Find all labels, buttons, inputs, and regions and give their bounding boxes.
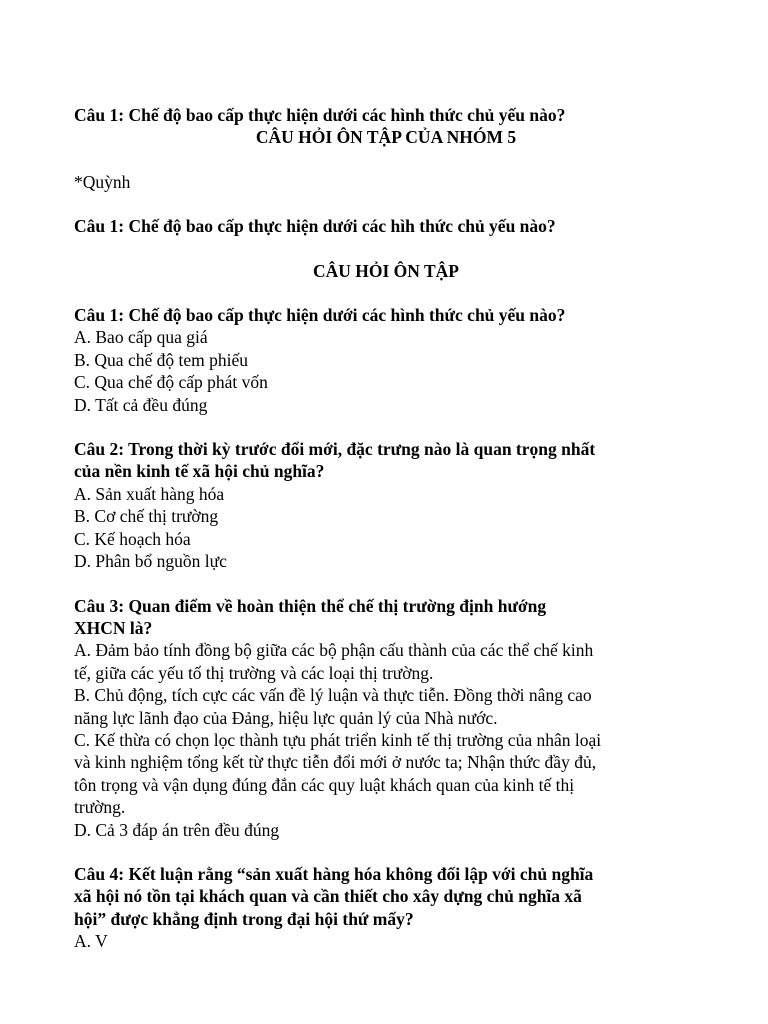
section-title: CÂU HỎI ÔN TẬP <box>312 260 459 281</box>
question-3-option-a-line-1: A. Đảm bảo tính đồng bộ giữa các bộ phận cấu thành của các thể chế kinh <box>74 640 594 661</box>
question-1-option-a: A. Bao cấp qua giá <box>74 327 208 348</box>
question-1-text: Câu 1: Chế độ bao cấp thực hiện dưới các hình thức chủ yếu nào? <box>74 305 566 326</box>
question-4-text-line-3: hội” được khẳng định trong đại hội thứ mấy? <box>74 908 414 929</box>
question-3-text-line-1: Câu 3: Quan điểm về hoàn thiện thể chế thị trường định hướng <box>74 595 547 616</box>
question-1-option-d: D. Tất cả đều đúng <box>74 394 208 415</box>
question-2-text-line-1: Câu 2: Trong thời kỳ trước đổi mới, đặc trưng nào là quan trọng nhất <box>74 439 596 460</box>
question-3-option-b-line-2: năng lực lãnh đạo của Đảng, hiệu lực quản lý của Nhà nước. <box>74 707 498 728</box>
author-name: *Quỳnh <box>74 171 131 192</box>
question-3-option-b-line-1: B. Chủ động, tích cực các vấn đề lý luận và thực tiễn. Đồng thời nâng cao <box>74 685 592 706</box>
question-3-option-d: D. Cả 3 đáp án trên đều đúng <box>74 819 280 840</box>
question-3-text-line-2: XHCN là? <box>74 617 153 638</box>
question-2 <box>74 438 698 572</box>
question-1 <box>74 304 698 416</box>
question-4 <box>74 863 698 953</box>
question-1-option-b: B. Qua chế độ tem phiếu <box>74 349 248 370</box>
author-question: Câu 1: Chế độ bao cấp thực hiện dưới các hìh thức chủ yếu nào? <box>74 216 556 237</box>
question-3-option-a-line-2: tế, giữa các yếu tố thị trường và các loại thị trường. <box>74 662 434 683</box>
question-4-text-line-2: xã hội nó tồn tại khách quan và cần thiết cho xây dựng chủ nghĩa xã <box>74 886 582 907</box>
question-2-option-b: B. Cơ chế thị trường <box>74 506 219 527</box>
question-2-option-c: C. Kế hoạch hóa <box>74 528 191 549</box>
question-4-text-line-1: Câu 4: Kết luận rằng “sản xuất hàng hóa không đối lập với chủ nghĩa <box>74 863 594 884</box>
question-1-option-c: C. Qua chế độ cấp phát vốn <box>74 372 268 393</box>
question-2-text-line-2: của nền kinh tế xã hội chủ nghĩa? <box>74 461 325 482</box>
question-3 <box>74 595 698 841</box>
document-page <box>74 104 698 953</box>
top-question: Câu 1: Chế độ bao cấp thực hiện dưới các hình thức chủ yếu nào? <box>74 105 566 125</box>
question-4-option-a: A. V <box>74 931 108 952</box>
question-3-option-c-line-3: tôn trọng và vận dụng đúng đắn các quy luật khách quan của kinh tế thị <box>74 774 575 795</box>
question-3-option-c-line-4: trường. <box>74 797 126 818</box>
question-3-option-c-line-2: và kinh nghiệm tổng kết từ thực tiễn đổi mới ở nước ta; Nhận thức đầy đủ, <box>74 752 597 773</box>
question-3-option-c-line-1: C. Kế thừa có chọn lọc thành tựu phát triển kinh tế thị trường của nhân loại <box>74 729 602 750</box>
question-2-option-a: A. Sản xuất hàng hóa <box>74 483 225 504</box>
group-title: CÂU HỎI ÔN TẬP CỦA NHÓM 5 <box>255 127 517 148</box>
question-2-option-d: D. Phân bổ nguồn lực <box>74 551 227 572</box>
